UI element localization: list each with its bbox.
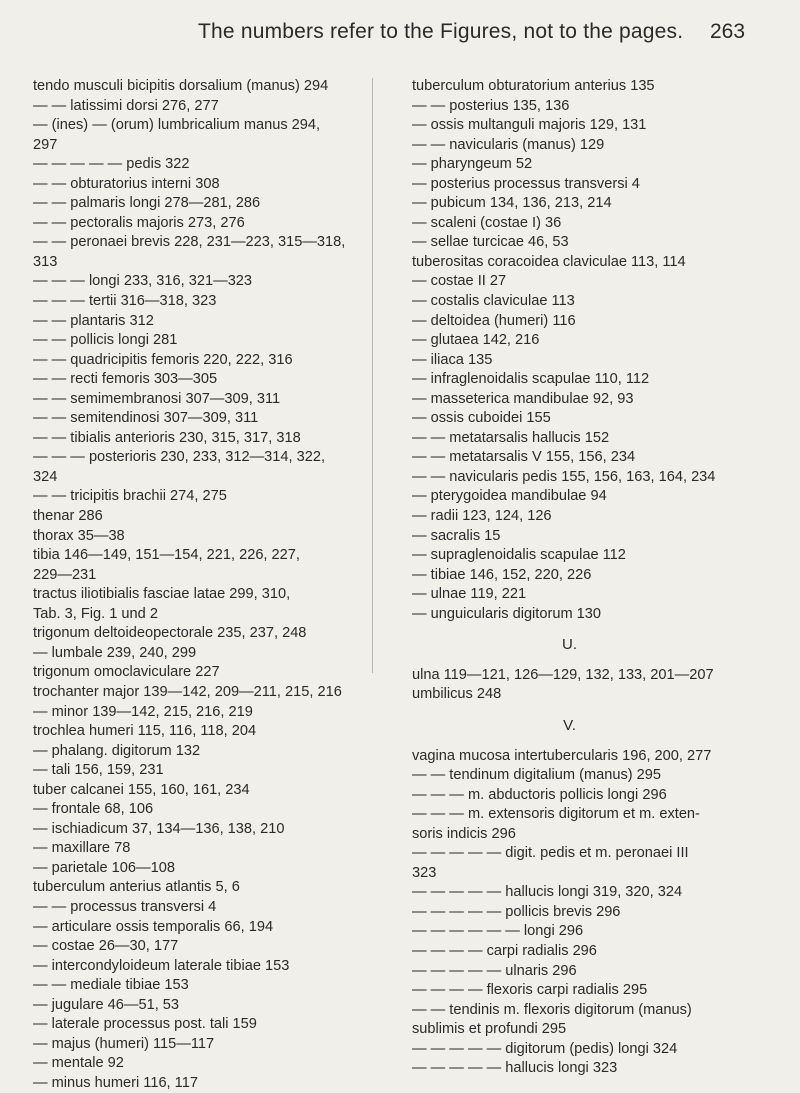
index-entry: — — pollicis longi 281 <box>33 332 178 349</box>
index-entry: — deltoidea (humeri) 116 <box>412 312 576 329</box>
index-entry: — glutaea 142, 216 <box>412 332 540 349</box>
index-entry: — — tibialis anterioris 230, 315, 317, 318 <box>33 429 301 446</box>
index-entry: — — — — — — longi 296 <box>412 923 584 940</box>
index-entry: Tab. 3, Fig. 1 und 2 <box>33 605 158 622</box>
index-entry: — — navicularis pedis 155, 156, 163, 164, 234 <box>412 468 716 485</box>
index-entry: — — — — carpi radialis 296 <box>412 942 597 959</box>
index-entry: — — metatarsalis V 155, 156, 234 <box>412 449 636 466</box>
index-entry: — costae 26—30, 177 <box>33 938 179 955</box>
index-entry: ulna 119—121, 126—129, 132, 133, 201—207 <box>412 666 714 683</box>
index-entry: — — — — — hallucis longi 319, 320, 324 <box>412 884 683 901</box>
index-entry: — — — — — ulnaris 296 <box>412 962 577 979</box>
index-entry: — articulare ossis temporalis 66, 194 <box>33 918 274 935</box>
index-entry: — — pectoralis majoris 273, 276 <box>33 214 245 231</box>
index-entry: — radii 123, 124, 126 <box>412 508 552 525</box>
index-entry: — sacralis 15 <box>412 527 501 544</box>
index-entry: — pubicum 134, 136, 213, 214 <box>412 195 612 212</box>
index-entry: trochlea humeri 115, 116, 118, 204 <box>33 723 257 740</box>
index-entry: — ossis multanguli majoris 129, 131 <box>412 117 647 134</box>
index-entry: — — — longi 233, 316, 321—323 <box>33 273 253 290</box>
index-entry: — — semitendinosi 307—309, 311 <box>33 410 259 427</box>
index-entry: — — peronaei brevis 228, 231—223, 315—318, <box>33 234 346 251</box>
index-entry: — — palmaris longi 278—281, 286 <box>33 195 261 212</box>
index-entry: — — — — — pollicis brevis 296 <box>412 903 621 920</box>
index-entry: — — navicularis (manus) 129 <box>412 136 605 153</box>
index-entry: vagina mucosa intertubercularis 196, 200, 277 <box>412 747 712 764</box>
index-entry: — — semimembranosi 307—309, 311 <box>33 390 281 407</box>
index-entry: tuberculum anterius atlantis 5, 6 <box>33 879 240 896</box>
index-entry: — masseterica mandibulae 92, 93 <box>412 390 634 407</box>
index-entry: — jugulare 46—51, 53 <box>33 996 180 1013</box>
index-entry: — ossis cuboidei 155 <box>412 410 551 427</box>
index-entry: — — — posterioris 230, 233, 312—314, 322, <box>33 449 326 466</box>
index-entry: 297 <box>33 136 58 153</box>
index-entry: — — — m. abductoris pollicis longi 296 <box>412 786 667 803</box>
index-entry: thorax 35—38 <box>33 527 125 544</box>
index-entry: 323 <box>412 864 437 881</box>
index-entry: — majus (humeri) 115—117 <box>33 1035 215 1052</box>
page-header <box>0 20 800 50</box>
section-letter-u: U. <box>562 636 577 654</box>
index-entry: tuberculum obturatorium anterius 135 <box>412 78 655 94</box>
index-entry: tractus iliotibialis fasciae latae 299, 310, <box>33 586 291 603</box>
index-entry: — infraglenoidalis scapulae 110, 112 <box>412 371 650 388</box>
index-entry: — maxillare 78 <box>33 840 131 857</box>
index-entry: — — quadricipitis femoris 220, 222, 316 <box>33 351 293 368</box>
index-entry: — — — m. extensoris digitorum et m. exten- <box>412 806 700 823</box>
index-entry: — — — — flexoris carpi radialis 295 <box>412 982 648 999</box>
index-entry: 324 <box>33 468 58 485</box>
index-entry: — — metatarsalis hallucis 152 <box>412 429 610 446</box>
index-entry: — — tendinum digitalium (manus) 295 <box>412 767 662 784</box>
index-entry: — — obturatorius interni 308 <box>33 175 220 192</box>
index-entry: trigonum omoclaviculare 227 <box>33 664 220 681</box>
index-entry: tuber calcanei 155, 160, 161, 234 <box>33 781 250 798</box>
index-entry: — pharyngeum 52 <box>412 156 533 173</box>
index-entry: — — — — — hallucis longi 323 <box>412 1060 618 1077</box>
index-entry: — pterygoidea mandibulae 94 <box>412 488 607 505</box>
index-entry: tendo musculi bicipitis dorsalium (manus) 294 <box>33 78 329 94</box>
index-entry: thenar 286 <box>33 508 103 525</box>
index-entry: — unguicularis digitorum 130 <box>412 605 602 622</box>
index-entry: 313 <box>33 253 58 270</box>
index-entry: — — — tertii 316—318, 323 <box>33 293 217 310</box>
index-entry: — tibiae 146, 152, 220, 226 <box>412 566 592 583</box>
index-entry: soris indicis 296 <box>412 825 516 842</box>
index-entry: — — tendinis m. flexoris digitorum (manus) <box>412 1001 692 1018</box>
index-entry: — frontale 68, 106 <box>33 801 154 818</box>
index-entry: umbilicus 248 <box>412 686 502 703</box>
index-entry: — costae II 27 <box>412 273 507 290</box>
index-column-right <box>412 77 757 1079</box>
index-entry: — ulnae 119, 221 <box>412 586 527 603</box>
index-entry: — — tricipitis brachii 274, 275 <box>33 488 227 505</box>
index-entry: — — posterius 135, 136 <box>412 97 570 114</box>
index-entry: sublimis et profundi 295 <box>412 1021 567 1038</box>
index-entry: — — — — — digit. pedis et m. peronaei III <box>412 845 689 862</box>
index-entry: — ischiadicum 37, 134—136, 138, 210 <box>33 820 285 837</box>
index-entry: — intercondyloideum laterale tibiae 153 <box>33 957 290 974</box>
index-entry: — minus humeri 116, 117 <box>33 1074 198 1091</box>
page-number: 263 <box>710 20 746 43</box>
index-entry: — — latissimi dorsi 276, 277 <box>33 97 219 114</box>
index-entry: — — processus transversi 4 <box>33 898 217 915</box>
index-entry: — — recti femoris 303—305 <box>33 371 218 388</box>
index-entry: — tali 156, 159, 231 <box>33 762 164 779</box>
index-entry: 229—231 <box>33 566 97 583</box>
index-entry: — (ines) — (orum) lumbricalium manus 294, <box>33 117 321 134</box>
running-head: The numbers refer to the Figures, not to the pages. <box>198 20 684 43</box>
index-entry: — — mediale tibiae 153 <box>33 977 189 994</box>
index-entry: — posterius processus transversi 4 <box>412 175 640 192</box>
index-entry: trigonum deltoideopectorale 235, 237, 248 <box>33 625 307 642</box>
index-entry: — sellae turcicae 46, 53 <box>412 234 569 251</box>
index-entry: — mentale 92 <box>33 1055 124 1072</box>
index-entry: — — plantaris 312 <box>33 312 154 329</box>
index-entry: tuberositas coracoidea claviculae 113, 114 <box>412 253 686 270</box>
index-column-left <box>33 77 373 1093</box>
index-entry: — scaleni (costae I) 36 <box>412 214 562 231</box>
index-entry: tibia 146—149, 151—154, 221, 226, 227, <box>33 547 300 564</box>
index-entry: — lumbale 239, 240, 299 <box>33 644 197 661</box>
index-entry: — — — — — digitorum (pedis) longi 324 <box>412 1040 678 1057</box>
index-entry: — supraglenoidalis scapulae 112 <box>412 547 626 564</box>
index-entry: trochanter major 139—142, 209—211, 215, 216 <box>33 683 342 700</box>
index-entry: — laterale processus post. tali 159 <box>33 1016 257 1033</box>
index-entry: — parietale 106—108 <box>33 859 175 876</box>
index-entry: — costalis claviculae 113 <box>412 293 575 310</box>
index-entry: — phalang. digitorum 132 <box>33 742 201 759</box>
index-entry: — minor 139—142, 215, 216, 219 <box>33 703 253 720</box>
index-entry: — iliaca 135 <box>412 351 493 368</box>
section-letter-v: V. <box>563 716 576 734</box>
index-entry: — — — — — pedis 322 <box>33 156 190 173</box>
